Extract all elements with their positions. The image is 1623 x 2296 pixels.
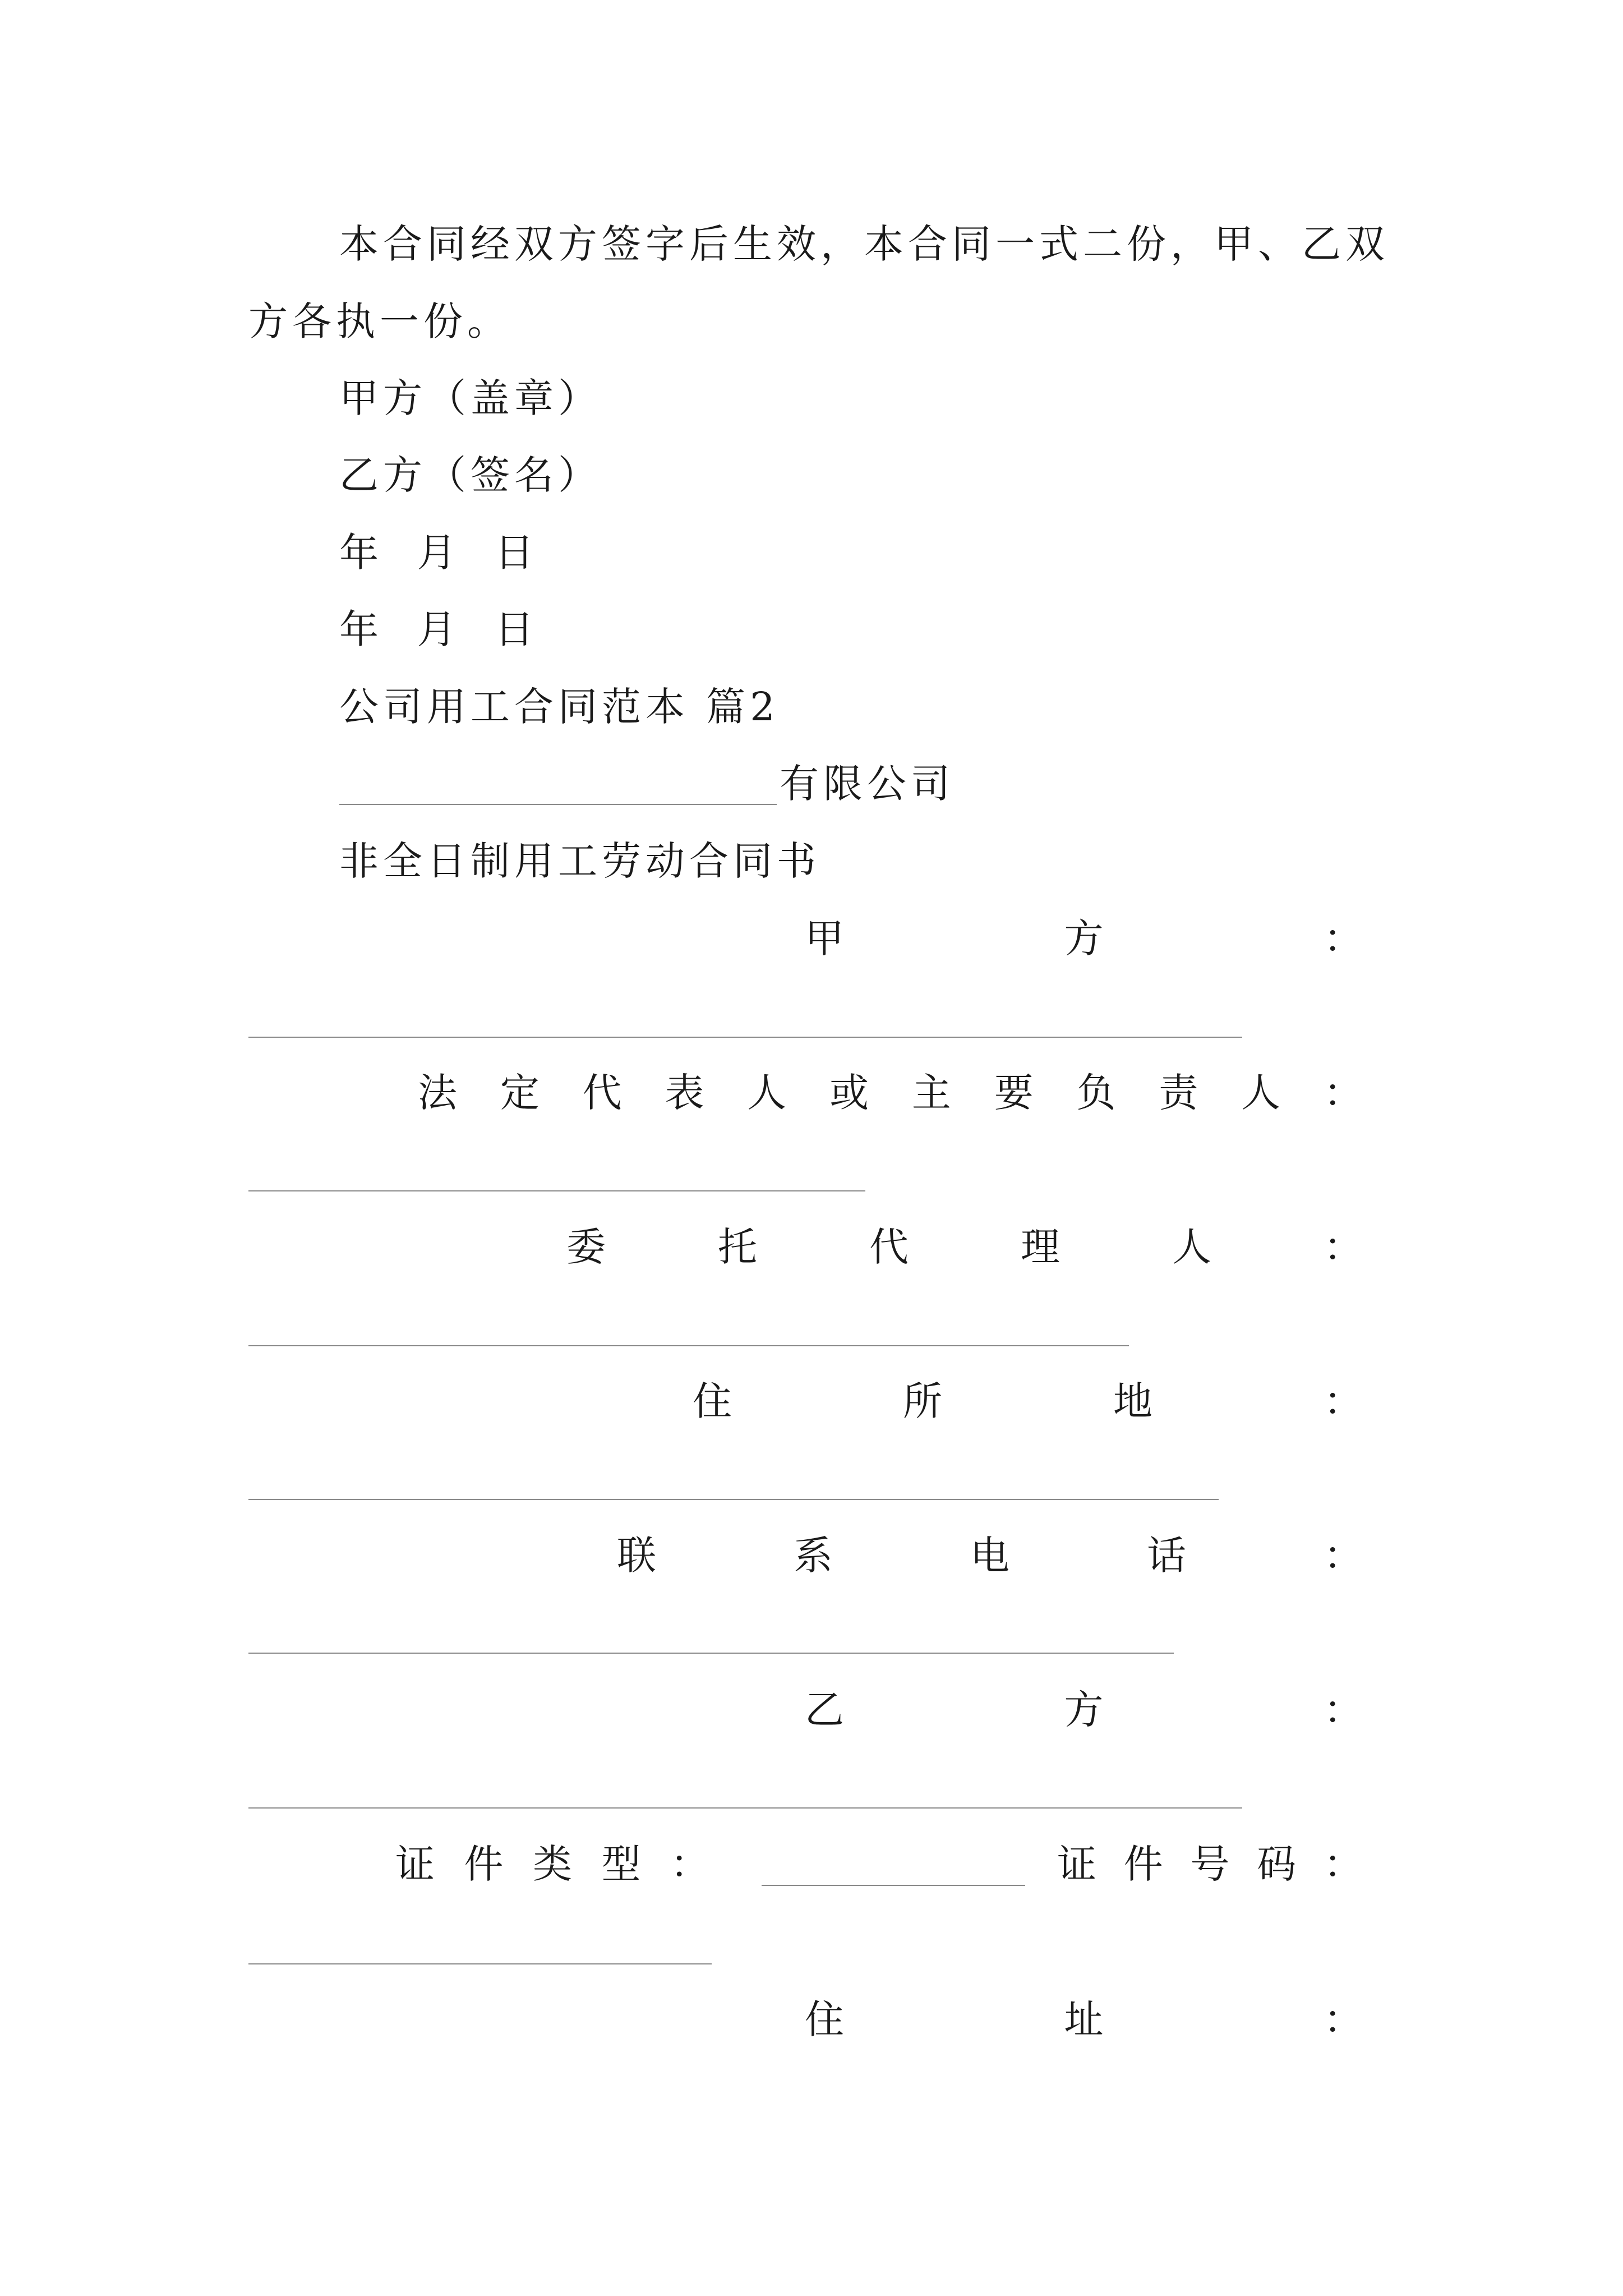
blank-line — [248, 1345, 1129, 1346]
company-suffix: 有限公司 — [780, 761, 955, 807]
blank-line — [248, 1499, 1219, 1500]
field-char: 住 — [693, 1378, 732, 1424]
field-id-type — [395, 1841, 709, 1887]
party-b-sign: 乙方（签名） — [339, 452, 602, 498]
field-char: 主 — [911, 1070, 951, 1116]
field-colon: ： — [1324, 1533, 1363, 1579]
field-char: 方 — [1064, 1687, 1104, 1733]
field-char: 件 — [1123, 1841, 1163, 1887]
field-colon: ： — [1324, 1224, 1363, 1270]
field-char: 负 — [1076, 1070, 1116, 1116]
blank-line — [248, 1037, 1242, 1038]
field-colon: ： — [1323, 1070, 1363, 1116]
field-colon: ： — [1324, 1687, 1363, 1733]
paragraph-line: 本合同经双方签字后生效，本合同一式二份，甲、乙双 — [339, 221, 1389, 267]
field-char: 方 — [1064, 915, 1104, 961]
field-char: 住 — [805, 1996, 844, 2042]
field-char: 或 — [829, 1070, 869, 1116]
field-char: 所 — [903, 1378, 942, 1424]
field-colon: ： — [1324, 1841, 1363, 1887]
field-char: 代 — [582, 1070, 622, 1116]
blank-line — [248, 1963, 712, 1964]
field-id-number — [1057, 1841, 1363, 1887]
field-char: 电 — [970, 1533, 1009, 1579]
field-char: 类 — [533, 1841, 572, 1887]
field-char: 乙 — [805, 1687, 844, 1733]
field-char: 甲 — [805, 915, 844, 961]
field-char: 法 — [418, 1070, 457, 1116]
field-char: 托 — [718, 1224, 757, 1270]
field-char: 话 — [1147, 1533, 1186, 1579]
field-char: 证 — [1057, 1841, 1096, 1887]
field-char: 地 — [1113, 1378, 1152, 1424]
field-char: 代 — [869, 1224, 909, 1270]
field-legal-representative — [418, 1070, 1363, 1116]
blank-line — [248, 1807, 1242, 1809]
blank-line — [248, 1653, 1174, 1654]
field-agent — [566, 1224, 1363, 1270]
field-char: 型 — [601, 1841, 641, 1887]
blank-line — [248, 1190, 865, 1191]
field-char: 号 — [1190, 1841, 1230, 1887]
field-char: 理 — [1021, 1224, 1060, 1270]
field-char: 人 — [1172, 1224, 1211, 1270]
field-party-a — [805, 915, 1363, 961]
field-phone — [617, 1533, 1363, 1579]
blank-line — [339, 804, 777, 805]
field-char: 要 — [994, 1070, 1034, 1116]
field-char: 件 — [464, 1841, 504, 1887]
field-char: 证 — [395, 1841, 435, 1887]
blank-line — [762, 1885, 1025, 1886]
paragraph-line: 方各执一份。 — [248, 298, 511, 344]
field-char: 人 — [747, 1070, 787, 1116]
field-char: 联 — [617, 1533, 656, 1579]
field-address — [805, 1996, 1363, 2042]
field-colon: ： — [670, 1841, 709, 1887]
contract-title: 非全日制用工劳动合同书 — [339, 838, 820, 884]
section-title: 公司用工合同范本 篇2 — [339, 684, 780, 730]
field-party-b — [805, 1687, 1363, 1733]
field-char: 系 — [794, 1533, 833, 1579]
field-colon: ： — [1324, 1996, 1363, 2042]
field-domicile — [693, 1378, 1363, 1424]
field-colon: ： — [1324, 1378, 1363, 1424]
field-char: 委 — [566, 1224, 606, 1270]
field-colon: ： — [1324, 915, 1363, 961]
field-char: 址 — [1064, 1996, 1104, 2042]
field-char: 定 — [500, 1070, 540, 1116]
party-a-seal: 甲方（盖章） — [339, 375, 602, 421]
field-char: 码 — [1257, 1841, 1297, 1887]
field-char: 表 — [665, 1070, 704, 1116]
date-line: 年 月 日 — [339, 530, 539, 576]
field-char: 责 — [1159, 1070, 1198, 1116]
date-line: 年 月 日 — [339, 606, 539, 652]
field-char: 人 — [1241, 1070, 1281, 1116]
